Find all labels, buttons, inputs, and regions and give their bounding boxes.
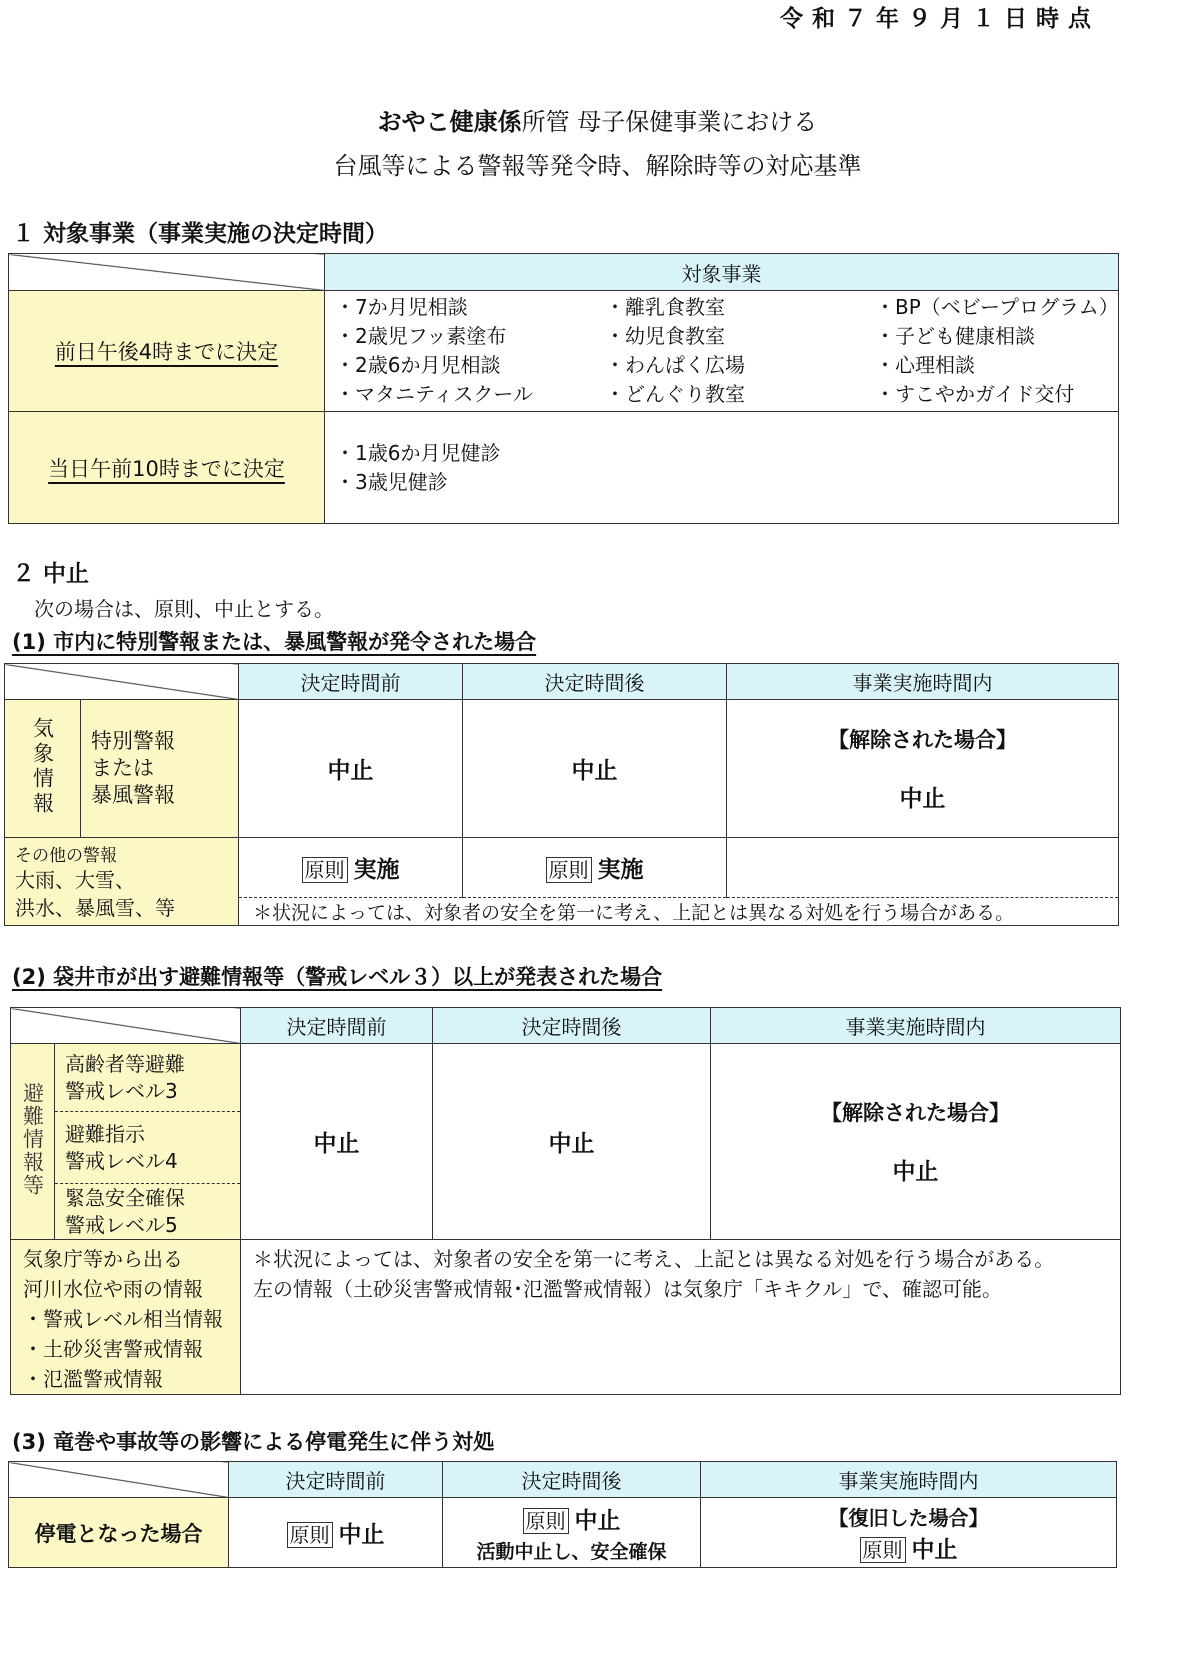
same-day-items [325, 412, 1119, 524]
before-cancel: 中止 [241, 1044, 433, 1240]
list-item: ・2歳6か月児相談 [335, 353, 501, 377]
list-item: ・どんぐり教室 [605, 382, 745, 406]
prev-day-items [325, 291, 1119, 412]
sub1-heading: (1) 市内に特別警報または、暴風警報が発令された場合 [12, 630, 537, 654]
jma-info-label: 気象庁等から出る 河川水位や雨の情報 ・警戒レベル相当情報 ・土砂災害警戒情報 ・氾濫警戒情報 [11, 1240, 241, 1395]
title-line-1 [0, 102, 1195, 137]
before-implement: 原則 実施 [239, 838, 463, 898]
list-item: ・すこやかガイド交付 [875, 382, 1075, 406]
sub1-note: ＊状況によっては、対象者の安全を第一に考え、上記とは異なる対処を行う場合がある。 [239, 898, 1119, 926]
before-cancel: 原則 中止 [229, 1498, 443, 1568]
diagonal-header-cell [9, 254, 325, 291]
title-section-name: おやこ健康係 [377, 108, 522, 136]
during-restored: 【復旧した場合】 原則 中止 [701, 1498, 1117, 1568]
sub1-table [4, 663, 1119, 926]
title-line-1-rest: 所管 母子保健事業における [521, 108, 818, 136]
list-item: ・心理相談 [875, 353, 975, 377]
level3-label: 高齢者等避難 警戒レベル3 [55, 1044, 241, 1112]
diagonal-header-cell [11, 1008, 241, 1044]
after-implement: 原則 実施 [463, 838, 727, 898]
list-item: ・BP（ベビープログラム） [875, 295, 1119, 319]
section2-intro: 次の場合は、原則、中止とする。 [34, 597, 334, 621]
sub3-heading: (3) 竜巻や事故等の影響による停電発生に伴う対処 [12, 1430, 495, 1454]
col-during-event: 事業実施時間内 [727, 664, 1119, 700]
list-item: ・7か月児相談 [335, 295, 468, 319]
after-cancel: 中止 [433, 1044, 711, 1240]
date-stamp: 令和７年９月１日時点 [780, 6, 1100, 32]
col-before-decision: 決定時間前 [229, 1462, 443, 1498]
col-during-event: 事業実施時間内 [711, 1008, 1121, 1044]
sub2-table [10, 1007, 1121, 1395]
level4-label: 避難指示 警戒レベル4 [55, 1112, 241, 1184]
weather-info-label: 気象情報 [5, 700, 81, 838]
during-released: 【解除された場合】 中止 [727, 700, 1119, 838]
list-item: ・子ども健康相談 [875, 324, 1035, 348]
col-before-decision: 決定時間前 [241, 1008, 433, 1044]
section2-heading: ２ 中止 [12, 561, 90, 587]
before-cancel: 中止 [239, 700, 463, 838]
after-cancel: 中止 [463, 700, 727, 838]
after-cancel: 原則 中止 活動中止し、安全確保 [443, 1498, 701, 1568]
power-outage-label: 停電となった場合 [9, 1498, 229, 1568]
section1-heading: １ 対象事業（事業実施の決定時間） [12, 221, 389, 247]
row-label-prev-day: 前日午後4時までに決定 [9, 291, 325, 412]
list-item: ・離乳食教室 [605, 295, 725, 319]
during-released: 【解除された場合】 中止 [711, 1044, 1121, 1240]
evacuation-info-label: 避難情報等 [11, 1044, 55, 1240]
col-after-decision: 決定時間後 [443, 1462, 701, 1498]
list-item: ・幼児食教室 [605, 324, 725, 348]
title-line-2: 台風等による警報等発令時、解除時等の対応基準 [333, 152, 862, 180]
col-after-decision: 決定時間後 [433, 1008, 711, 1044]
diagonal-header-cell [5, 664, 239, 700]
diagonal-header-cell [9, 1462, 229, 1498]
list-item: ・マタニティスクール [335, 382, 533, 406]
list-item: ・2歳児フッ素塗布 [335, 324, 507, 348]
row-label-same-day: 当日午前10時までに決定 [9, 412, 325, 524]
col-during-event: 事業実施時間内 [701, 1462, 1117, 1498]
other-warning-label: その他の警報 大雨、大雪、 洪水、暴風雪、等 [5, 838, 239, 926]
section1-table [8, 253, 1119, 524]
special-warning-label: 特別警報 または 暴風警報 [81, 700, 239, 838]
sub2-heading: (2) 袋井市が出す避難情報等（警戒レベル３）以上が発表された場合 [12, 965, 663, 989]
level5-label: 緊急安全確保 警戒レベル5 [55, 1184, 241, 1240]
col-before-decision: 決定時間前 [239, 664, 463, 700]
sub3-table [8, 1461, 1117, 1568]
list-item: ・1歳6か月児健診 [335, 440, 501, 465]
list-item: ・3歳児健診 [335, 469, 448, 494]
sub2-notes: ＊状況によっては、対象者の安全を第一に考え、上記とは異なる対処を行う場合がある。 左の情報（土砂災害警戒情報･氾濫警戒情報）は気象庁「キキクル」で、確認可能。 [241, 1240, 1121, 1395]
col-after-decision: 決定時間後 [463, 664, 727, 700]
col-header-target: 対象事業 [325, 254, 1119, 291]
list-item: ・わんぱく広場 [605, 353, 745, 377]
during-empty [727, 838, 1119, 898]
